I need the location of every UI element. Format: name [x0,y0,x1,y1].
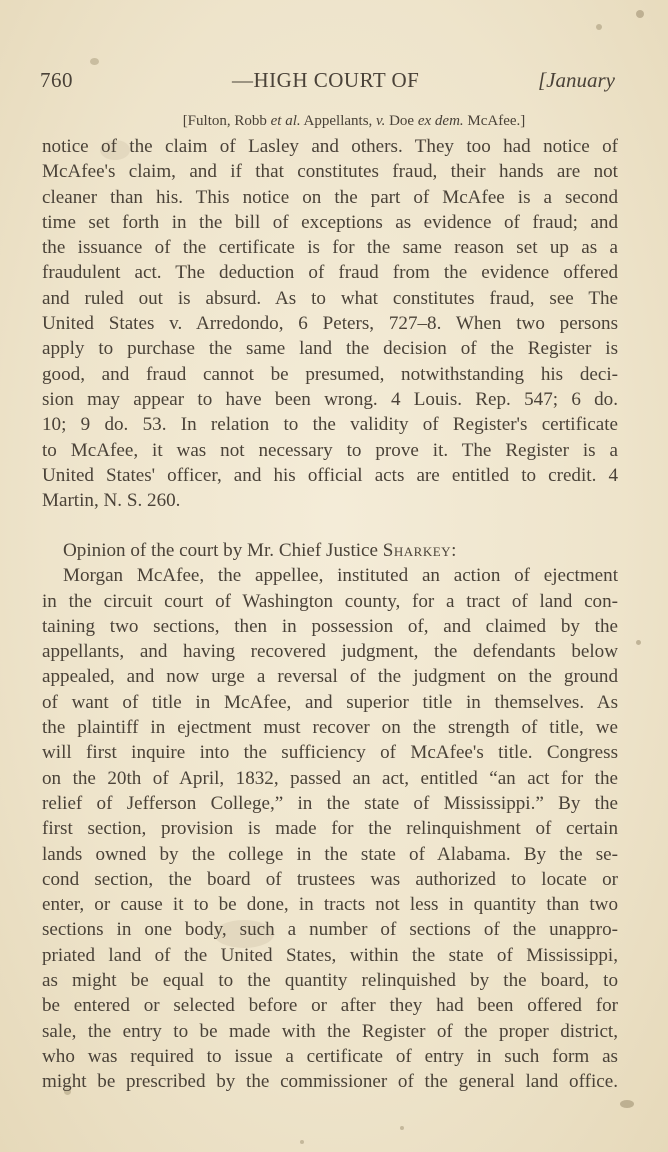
text-line: on the 20th of April, 1832, passed an act, entitled “an act for the [42,767,618,789]
case-caption-part: McAfee.] [463,113,526,129]
case-caption-etal: et al. [270,113,301,129]
text-line: time set forth in the bill of exceptions as evidence of fraud; and [42,211,618,233]
text-line: United States' officer, and his official acts are entitled to credit. 4 [42,464,618,486]
text-line: notice of the claim of Lasley and others. They too had notice of [42,136,618,157]
foxing-spot [300,1140,304,1144]
text-line: as might be equal to the quantity relinquished by the board, to [42,970,618,992]
text-line: appealed, and now urge a reversal of the judgment on the ground [42,666,618,688]
text-line: relief of Jefferson College,” in the state of Mississippi.” By the [42,792,618,814]
text-line: sion may appear to have been wrong. 4 Louis. Rep. 547; 6 do. [42,388,618,410]
text-line: be entered or selected before or after they had been offered for [42,995,618,1017]
text-line: sections in one body, such a number of sections of the unappro- [42,919,618,941]
text-line: and ruled out is absurd. As to what constitutes fraud, see The [42,287,618,309]
text-line: taining two sections, then in possession of, and claimed by the [42,615,618,637]
case-caption [0,113,668,130]
opinion-intro: Opinion of the court by Mr. Chief Justice [63,540,383,561]
text-line: in the circuit court of Washington county, for a tract of land con- [42,590,618,612]
text-line: United States v. Arredondo, 6 Peters, 727–8. When two persons [42,313,618,335]
foxing-spot [596,24,602,30]
foxing-spot [636,640,641,645]
text-line: cond section, the board of trustees was authorized to locate or [42,868,618,890]
text-line: will first inquire into the sufficiency of McAfee's title. Congress [42,742,618,764]
foxing-spot [636,10,644,18]
case-caption-versus: v. [376,113,386,129]
foxing-spot [620,1100,634,1108]
text-line: Morgan McAfee, the appellee, instituted an action of ejectment [63,565,618,587]
page-number: 760 [40,68,73,92]
counsel-argument [42,134,618,513]
text-line: McAfee's claim, and if that constitutes fraud, their hands are not [42,161,618,183]
text-line: good, and fraud cannot be presumed, notwithstanding his deci- [42,363,618,385]
opinion-heading [42,538,618,563]
case-caption-part: Appellants, [300,113,377,129]
text-line: Martin, N. S. 260. [42,490,181,512]
text-line: sale, the entry to be made with the Register of the proper district, [42,1020,618,1042]
opinion-intro-colon: : [451,540,457,561]
text-line: 10; 9 do. 53. In relation to the validity of Register's certificate [42,414,618,436]
text-line: lands owned by the college in the state of Alabama. By the se- [42,843,618,865]
text-line: enter, or cause it to be done, in tracts not less in quantity than two [42,894,618,916]
case-caption-part: Doe [385,113,418,129]
running-month: [January [538,68,615,92]
text-line: the plaintiff in ejectment must recover on the strength of title, we [42,717,618,739]
text-line: might be prescribed by the commissioner of the general land office. [42,1071,618,1093]
text-line: apply to purchase the same land the decision of the Register is [42,338,618,360]
text-line: to McAfee, it was not necessary to prove it. The Register is a [42,439,618,461]
case-caption-part: [Fulton, Robb [182,113,271,129]
text-line: fraudulent act. The deduction of fraud from the evidence offered [42,262,618,284]
running-header [40,64,615,98]
court-opinion [42,538,618,1095]
text-line: cleaner than his. This notice on the part of McAfee is a second [42,186,618,208]
text-line: the issuance of the certificate is for the same reason set up as a [42,237,618,259]
text-line: priated land of the United States, within the state of Mississippi, [42,944,618,966]
running-title: —HIGH COURT OF [232,68,420,92]
foxing-spot [400,1126,404,1130]
text-line: who was required to issue a certificate of entry in such form as [42,1045,618,1067]
case-caption-exdem: ex dem. [417,113,464,129]
text-line: of want of title in McAfee, and superior title in themselves. As [42,691,618,713]
justice-name: Sharkey [382,540,452,561]
text-line: first section, provision is made for the relinquishment of certain [42,818,618,840]
text-line: appellants, and having recovered judgment, the defendants below [42,641,618,663]
